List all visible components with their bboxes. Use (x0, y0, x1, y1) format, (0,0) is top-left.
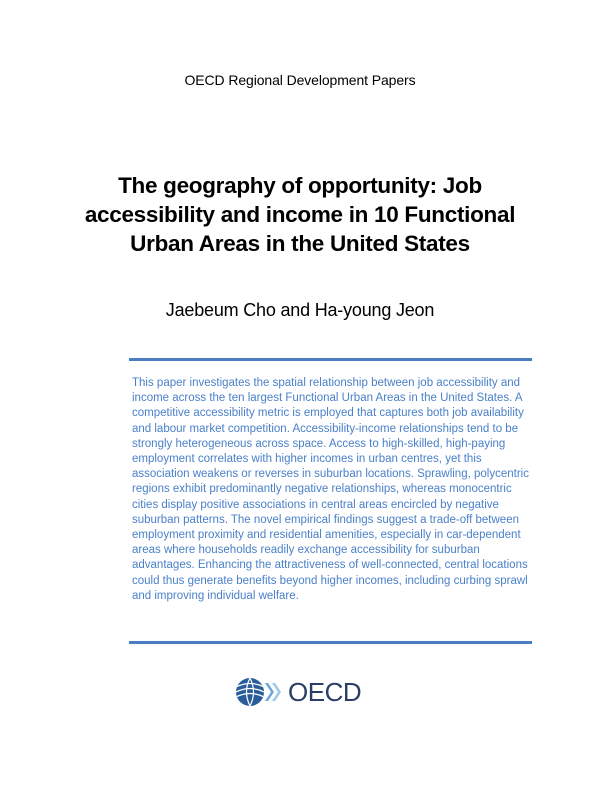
series-name: OECD Regional Development Papers (184, 72, 416, 88)
authors: Jaebeum Cho and Ha-young Jeon (165, 300, 435, 320)
abstract-box (129, 358, 532, 644)
oecd-logo (234, 674, 374, 710)
abstract-text: This paper investigates the spatial relationship between job accessibility and income across the ten largest Functional Urban Areas in the United States. A competitive accessibility metric is employed that captures both job availability and labour market competition. Accessibility-income relationships tend to be strongly heterogeneous across space. Access to high-skilled, high-paying employment correlates with higher incomes in urban centres, yet this association weakens or reverses in suburban locations. Sprawling, polycentric regions exhibit predominantly negative relationships, whereas monocentric cities display positive associations in central areas encircled by negative suburban patterns. The novel empirical findings suggest a trade-off between employment proximity and residential amenities, especially in car-dependent areas where households readily exchange accessibility for suburban advantages. Enhancing the attractiveness of well-connected, central locations could thus generate benefits beyond higher incomes, including curbing sprawl and improving individual welfare. (132, 377, 529, 602)
oecd-globe-icon (234, 675, 284, 709)
oecd-logo-text: OECD (288, 677, 362, 707)
document-title: The geography of opportunity: Job accessibility and income in 10 Functional Urban Areas in the United States (84, 173, 516, 256)
